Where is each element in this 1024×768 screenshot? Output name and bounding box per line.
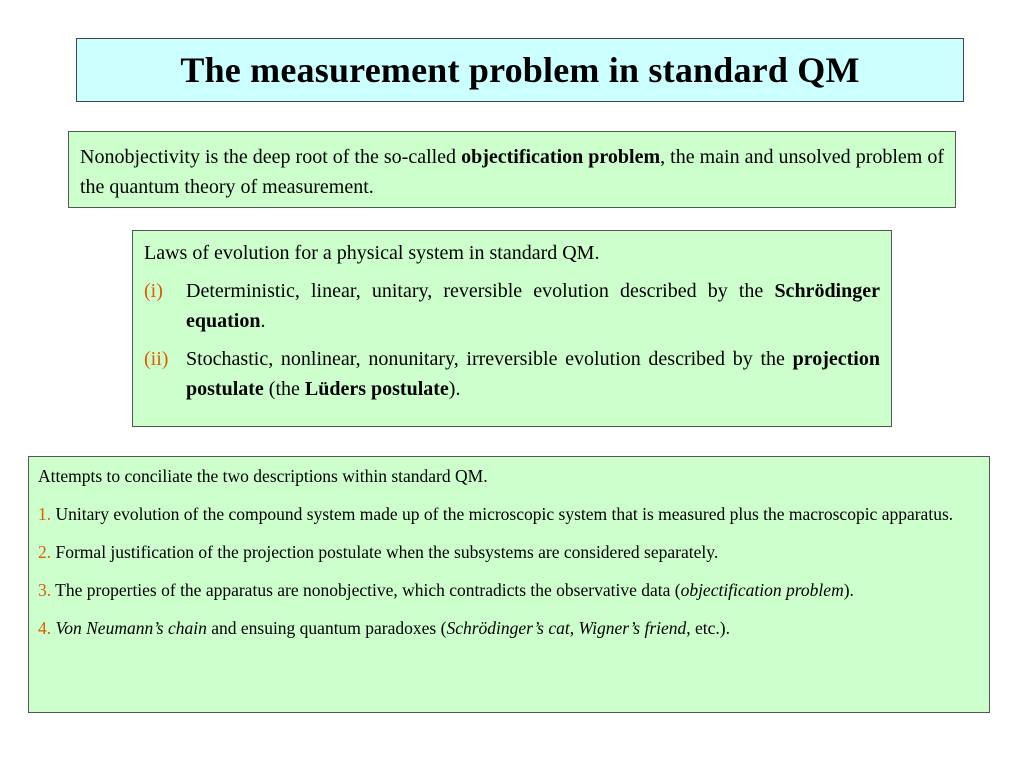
- attempts-box: [28, 456, 990, 713]
- attempt-item: [38, 539, 980, 565]
- law-text-post: ).: [448, 378, 461, 400]
- law-text: [186, 276, 880, 336]
- attempt-item: [38, 577, 980, 603]
- attempt-item: [38, 615, 980, 641]
- law-text-pre: Stochastic, nonlinear, nonunitary, irreversible evolution described by the: [186, 348, 793, 370]
- law-text: [186, 344, 880, 404]
- box1-text-post: , the main and unsolved problem of the quantum theory of measurement.: [80, 146, 945, 198]
- attempt-italic-term: Wigner’s friend: [578, 618, 687, 638]
- attempt-number: 1.: [38, 504, 52, 524]
- law-text-pre: Deterministic, linear, unitary, reversible evolution described by the: [186, 280, 775, 302]
- attempt-number: 3.: [38, 580, 52, 600]
- box1-bold-term: objectification problem: [461, 146, 661, 168]
- attempt-text-mid: ,: [569, 618, 579, 638]
- attempt-text: Formal justification of the projection postulate when the subsystems are considered separately.: [51, 542, 719, 562]
- law-text-post: .: [260, 310, 266, 332]
- page-title: The measurement problem in standard QM: [180, 50, 860, 90]
- attempt-text-post: ).: [843, 580, 854, 600]
- attempt-italic-term: Schrödinger’s cat: [446, 618, 570, 638]
- attempt-italic-term: objectification problem: [680, 580, 844, 600]
- objectification-box: [68, 131, 956, 208]
- law-item: [144, 344, 880, 404]
- attempt-italic-term: Von Neumann’s chain: [55, 618, 207, 638]
- law-text-mid: (the: [263, 378, 305, 400]
- attempt-text: Unitary evolution of the compound system made up of the microscopic system that is measured plus the macroscopic apparatus.: [51, 504, 954, 524]
- attempt-item: [38, 501, 980, 527]
- law-number: (i): [144, 280, 163, 302]
- attempt-number: 4.: [38, 618, 52, 638]
- attempts-intro: Attempts to conciliate the two descriptions within standard QM.: [38, 466, 488, 486]
- law-bold-term: Lüders postulate: [304, 378, 449, 400]
- attempt-text-mid: and ensuing quantum paradoxes (: [206, 618, 447, 638]
- law-number: (ii): [144, 348, 169, 370]
- box1-text-pre: Nonobjectivity is the deep root of the so-called: [80, 146, 462, 168]
- attempt-text-post: , etc.).: [686, 618, 730, 638]
- laws-intro: Laws of evolution for a physical system in standard QM.: [144, 242, 600, 264]
- attempt-text-pre: The properties of the apparatus are nonobjective, which contradicts the observative data (: [51, 580, 681, 600]
- law-bold-term: projection postulate: [186, 348, 880, 400]
- attempt-number: 2.: [38, 542, 52, 562]
- law-item: [144, 276, 880, 336]
- law-bold-term: Schrödinger equation: [186, 280, 880, 332]
- title-box: [76, 38, 964, 102]
- evolution-laws-box: [132, 230, 892, 427]
